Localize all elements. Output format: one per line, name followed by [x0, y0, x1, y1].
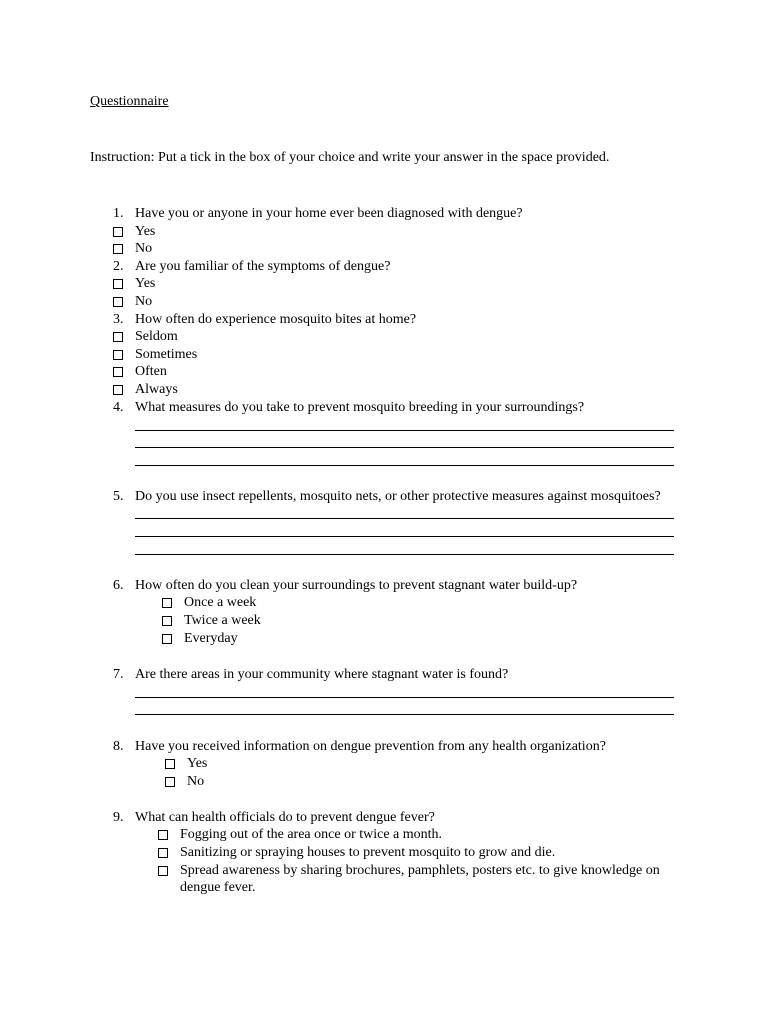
question-number: 8. — [113, 739, 124, 754]
question-number: 7. — [113, 667, 124, 682]
checkbox[interactable] — [113, 367, 123, 377]
question-text: Do you use insect repellents, mosquito nets, or other protective measures against mosquitoes? — [135, 489, 661, 504]
option-label: No — [135, 294, 153, 309]
question-text: How often do you clean your surroundings to prevent stagnant water build-up? — [135, 578, 578, 593]
option-label: Always — [135, 382, 178, 397]
question-text: How often do experience mosquito bites at home? — [135, 312, 417, 327]
question-number: 9. — [113, 810, 124, 825]
option-label: Yes — [135, 276, 156, 291]
checkbox[interactable] — [158, 848, 168, 858]
option-label: Fogging out of the area once or twice a month. — [180, 827, 443, 842]
checkbox[interactable] — [113, 244, 123, 254]
question-text: Are there areas in your community where stagnant water is found? — [135, 667, 509, 682]
checkbox[interactable] — [162, 616, 172, 626]
answer-line-q5-3[interactable] — [135, 554, 674, 555]
checkbox[interactable] — [165, 777, 175, 787]
option-label: Yes — [187, 756, 208, 771]
question-text: Are you familiar of the symptoms of dengue? — [135, 259, 391, 274]
answer-line-q7-1[interactable] — [135, 697, 674, 698]
checkbox[interactable] — [165, 759, 175, 769]
checkbox[interactable] — [113, 332, 123, 342]
checkbox[interactable] — [113, 279, 123, 289]
question-number: 3. — [113, 312, 124, 327]
answer-line-q7-2[interactable] — [135, 714, 674, 715]
checkbox[interactable] — [162, 598, 172, 608]
question-number: 4. — [113, 400, 124, 415]
question-text: What can health officials do to prevent dengue fever? — [135, 810, 435, 825]
question-text: Have you received information on dengue prevention from any health organization? — [135, 739, 606, 754]
instruction-text: Instruction: Put a tick in the box of your choice and write your answer in the space provided. — [90, 150, 610, 165]
option-label: Spread awareness by sharing brochures, pamphlets, posters etc. to give knowledge on — [180, 863, 660, 878]
checkbox[interactable] — [158, 830, 168, 840]
option-label: No — [187, 774, 205, 789]
checkbox[interactable] — [162, 634, 172, 644]
question-number: 2. — [113, 259, 124, 274]
option-label: Sometimes — [135, 347, 198, 362]
answer-line-q5-2[interactable] — [135, 536, 674, 537]
question-number: 6. — [113, 578, 124, 593]
option-label: Yes — [135, 224, 156, 239]
checkbox[interactable] — [158, 866, 168, 876]
option-label: Sanitizing or spraying houses to prevent mosquito to grow and die. — [180, 845, 556, 860]
question-number: 1. — [113, 206, 124, 221]
option-label: dengue fever. — [180, 880, 256, 895]
page-title: Questionnaire — [90, 94, 169, 109]
option-label: Seldom — [135, 329, 178, 344]
checkbox[interactable] — [113, 385, 123, 395]
answer-line-q4-1[interactable] — [135, 430, 674, 431]
option-label: Once a week — [184, 595, 257, 610]
question-text: What measures do you take to prevent mosquito breeding in your surroundings? — [135, 400, 585, 415]
checkbox[interactable] — [113, 297, 123, 307]
answer-line-q4-3[interactable] — [135, 465, 674, 466]
answer-line-q4-2[interactable] — [135, 447, 674, 448]
option-label: Everyday — [184, 631, 238, 646]
checkbox[interactable] — [113, 350, 123, 360]
option-label: No — [135, 241, 153, 256]
question-text: Have you or anyone in your home ever been diagnosed with dengue? — [135, 206, 523, 221]
option-label: Twice a week — [184, 613, 261, 628]
checkbox[interactable] — [113, 227, 123, 237]
answer-line-q5-1[interactable] — [135, 518, 674, 519]
question-number: 5. — [113, 489, 124, 504]
option-label: Often — [135, 364, 167, 379]
